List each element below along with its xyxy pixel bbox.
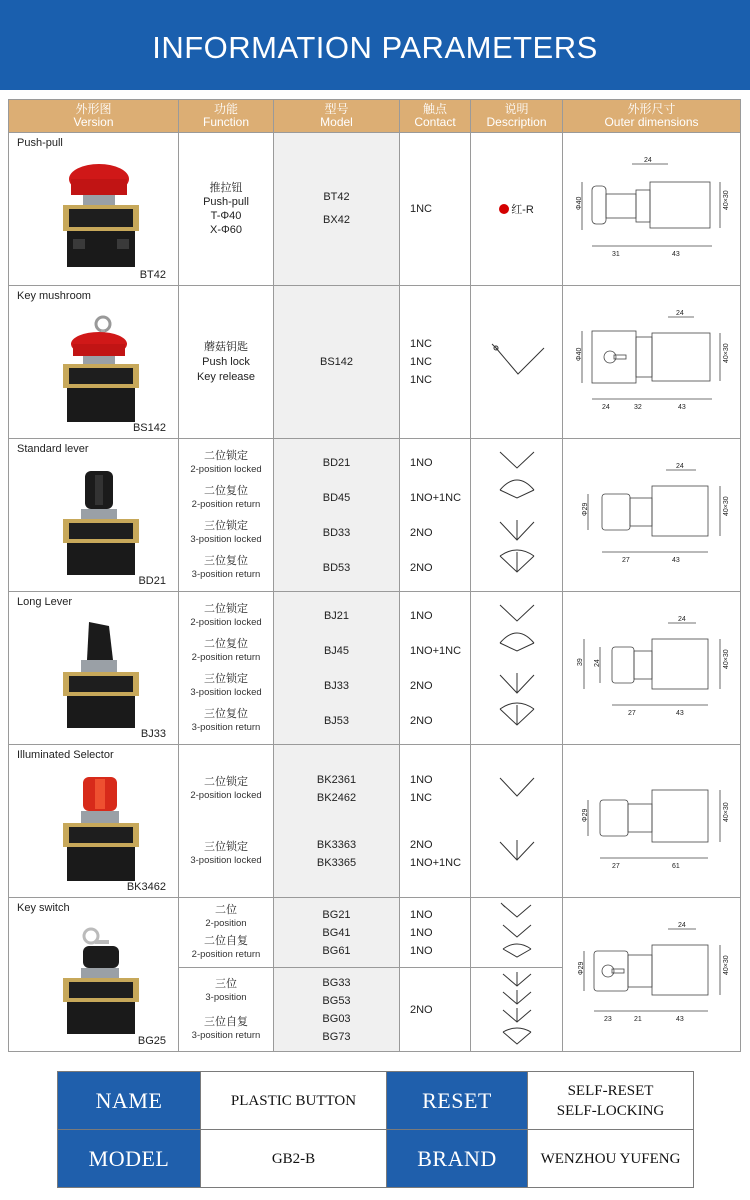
svg-text:Φ29: Φ29: [581, 502, 589, 516]
product-image-cell: [9, 592, 179, 745]
svg-text:43: 43: [675, 709, 684, 717]
key-mushroom-button-image: [57, 314, 147, 424]
table-row-standard-lever: [9, 439, 741, 592]
name-label: NAME: [58, 1072, 201, 1130]
function-cell: 二位 2-position 二位自复 2-position return: [179, 898, 274, 968]
model-cell: BJ21 BJ45 BJ33 BJ53: [274, 592, 400, 745]
product-code: BD21: [138, 575, 166, 587]
svg-text:39: 39: [576, 657, 584, 666]
product-image-cell: [9, 898, 179, 1052]
info-row: [58, 1072, 694, 1130]
type-name: Push-pull: [17, 137, 63, 149]
function-cell: 二位锁定 2-position locked 三位锁定 3-position locked: [179, 745, 274, 898]
svg-text:27: 27: [627, 709, 636, 717]
type-name: Standard lever: [17, 443, 89, 455]
svg-text:23: 23: [603, 1016, 612, 1023]
brand-label: BRAND: [387, 1130, 528, 1188]
selector-symbols: [492, 760, 542, 880]
push-pull-button-image: [57, 161, 147, 271]
description-cell: [471, 898, 563, 968]
parameter-table: [8, 99, 741, 1052]
product-image-cell: [9, 439, 179, 592]
function-cell: 二位锁定 2-position locked 二位复位 2-position return 三位锁定 3-position locked 三位复位 3-position return: [179, 439, 274, 592]
svg-text:40×30: 40×30: [722, 955, 730, 975]
table-header-row: [9, 100, 741, 133]
product-info-table: [57, 1071, 694, 1188]
function-cell: 推拉钮 Push-pull T-Φ40 X-Φ60: [179, 133, 274, 286]
model-cell: BT42 BX42: [274, 133, 400, 286]
svg-text:43: 43: [675, 1016, 684, 1023]
dimension-drawing-cell: [563, 745, 741, 898]
description-cell: 红-R: [471, 133, 563, 286]
svg-text:24: 24: [675, 309, 684, 317]
type-name: Key mushroom: [17, 290, 91, 302]
dimension-drawing-cell: [563, 133, 741, 286]
dimension-drawing-cell: [563, 592, 741, 745]
svg-text:21: 21: [633, 1016, 642, 1023]
product-code: BS142: [132, 422, 166, 434]
product-image-cell: [9, 745, 179, 898]
type-name: Illuminated Selector: [17, 749, 114, 761]
key-mushroom-symbol: [482, 336, 552, 386]
table-row-key-mushroom: [9, 286, 741, 439]
col-outer-dimensions: 外形尺寸 Outer dimensions: [563, 100, 741, 133]
svg-text:24: 24: [643, 156, 652, 164]
svg-text:40×30: 40×30: [722, 801, 730, 822]
svg-text:40×30: 40×30: [722, 648, 730, 669]
description-cell: [471, 745, 563, 898]
svg-text:24: 24: [593, 658, 601, 667]
svg-text:32: 32: [633, 403, 642, 411]
svg-text:24: 24: [677, 922, 686, 929]
dimension-drawing: [572, 611, 732, 721]
dimension-drawing: [572, 917, 732, 1027]
table-row-illuminated-selector: [9, 745, 741, 898]
lever-symbols: [492, 444, 542, 584]
description-cell: [471, 286, 563, 439]
type-name: Long Lever: [17, 596, 73, 608]
brand-value: WENZHOU YUFENG: [528, 1130, 694, 1188]
table-row-push-pull: [9, 133, 741, 286]
model-cell: BG33 BG53 BG03 BG73: [274, 968, 400, 1052]
dimension-drawing-cell: [563, 898, 741, 1052]
key-switch-symbols: [497, 899, 537, 963]
title-banner: [0, 0, 750, 90]
description-cell: [471, 439, 563, 592]
product-image-cell: [9, 286, 179, 439]
svg-text:Φ40: Φ40: [575, 196, 583, 210]
contact-cell: 1NO 1NO+1NC 2NO 2NO: [400, 439, 471, 592]
col-function: 功能 Function: [179, 100, 274, 133]
page-title: INFORMATION PARAMETERS: [152, 30, 598, 65]
svg-text:43: 43: [671, 556, 680, 564]
reset-value: SELF-RESET SELF-LOCKING: [528, 1072, 694, 1130]
svg-text:27: 27: [621, 556, 630, 564]
col-model: 型号 Model: [274, 100, 400, 133]
product-code: BJ33: [140, 728, 166, 740]
col-version: 外形图 Version: [9, 100, 179, 133]
standard-lever-button-image: [57, 467, 147, 577]
illuminated-selector-button-image: [57, 773, 147, 883]
dimension-drawing: [572, 764, 732, 874]
svg-text:24: 24: [675, 462, 684, 470]
dimension-drawing: [572, 152, 732, 262]
dimension-drawing-cell: [563, 286, 741, 439]
dimension-drawing: [572, 458, 732, 568]
contact-cell: 2NO: [400, 968, 471, 1052]
svg-text:Φ29: Φ29: [581, 808, 589, 822]
svg-text:Φ29: Φ29: [577, 961, 585, 975]
info-row: [58, 1130, 694, 1188]
svg-text:43: 43: [671, 250, 680, 258]
model-label: MODEL: [58, 1130, 201, 1188]
function-cell: 三位 3-position 三位自复 3-position return: [179, 968, 274, 1052]
svg-text:Φ40: Φ40: [575, 347, 583, 361]
lever-symbols: [492, 597, 542, 737]
contact-cell: 1NO 1NO+1NC 2NO 2NO: [400, 592, 471, 745]
model-cell: BD21 BD45 BD33 BD53: [274, 439, 400, 592]
dimension-drawing-cell: [563, 439, 741, 592]
svg-text:24: 24: [601, 403, 610, 411]
description-cell: [471, 968, 563, 1052]
product-code: BT42: [139, 269, 166, 281]
key-switch-button-image: [57, 926, 147, 1036]
function-cell: 二位锁定 2-position locked 二位复位 2-position return 三位锁定 3-position locked 三位复位 3-position return: [179, 592, 274, 745]
svg-text:31: 31: [611, 250, 620, 258]
svg-text:40×30: 40×30: [722, 342, 730, 363]
contact-cell: 1NO 1NC 2NO 1NO+1NC: [400, 745, 471, 898]
dimension-drawing: [572, 305, 732, 415]
svg-text:40×30: 40×30: [722, 495, 730, 516]
key-switch-3pos-symbols: [497, 968, 537, 1048]
contact-cell: 1NC 1NC 1NC: [400, 286, 471, 439]
svg-text:27: 27: [611, 862, 620, 870]
svg-text:61: 61: [671, 862, 680, 870]
description-cell: [471, 592, 563, 745]
contact-cell: 1NO 1NO 1NO: [400, 898, 471, 968]
reset-label: RESET: [387, 1072, 528, 1130]
product-code: BK3462: [126, 881, 166, 893]
table-row-long-lever: [9, 592, 741, 745]
function-cell: 蘑菇钥匙 Push lock Key release: [179, 286, 274, 439]
model-cell: BG21 BG41 BG61: [274, 898, 400, 968]
model-cell: BS142: [274, 286, 400, 439]
contact-cell: 1NC: [400, 133, 471, 286]
col-contact: 触点 Contact: [400, 100, 471, 133]
name-value: PLASTIC BUTTON: [201, 1072, 387, 1130]
product-code: BG25: [137, 1035, 166, 1047]
red-color-dot: [499, 204, 509, 214]
product-image-cell: [9, 133, 179, 286]
svg-text:43: 43: [677, 403, 686, 411]
long-lever-button-image: [57, 620, 147, 730]
type-name: Key switch: [17, 902, 70, 914]
model-cell: BK2361 BK2462 BK3363 BK3365: [274, 745, 400, 898]
svg-text:24: 24: [677, 615, 686, 623]
col-description: 说明 Description: [471, 100, 563, 133]
svg-text:40×30: 40×30: [722, 189, 730, 210]
model-value: GB2-B: [201, 1130, 387, 1188]
table-row-key-switch: [9, 898, 741, 968]
